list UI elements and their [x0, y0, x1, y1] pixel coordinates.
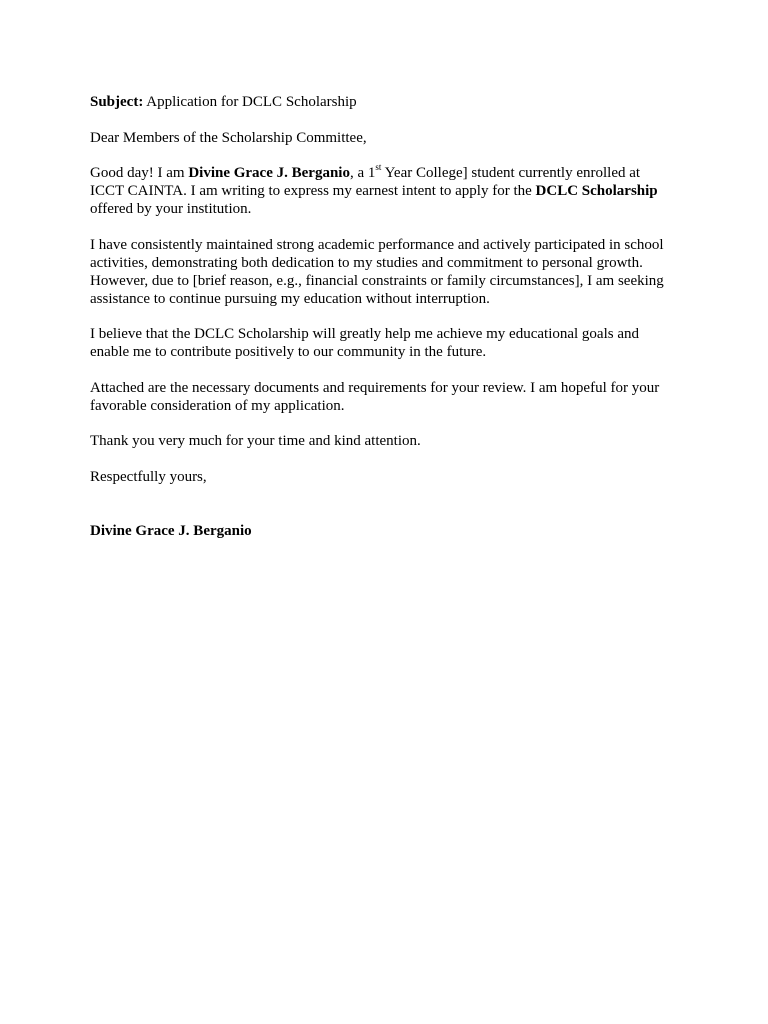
paragraph-goals: I believe that the DCLC Scholarship will greatly help me achieve my educational goals and enable me to contribute positively to our community in the future.: [90, 326, 640, 360]
subject-line: [90, 93, 675, 111]
intro-part-3: Year College] student currently enrolled at ICCT CAINTA. I am writing to express my earnest intent to apply for the: [90, 165, 641, 199]
salutation: Dear Members of the Scholarship Committee,: [90, 129, 367, 146]
intro-part-4: offered by your institution.: [90, 201, 252, 217]
applicant-name: Divine Grace J. Berganio: [188, 165, 350, 181]
scholarship-name: DCLC Scholarship: [535, 183, 658, 199]
subject-text: Application for DCLC Scholarship: [143, 94, 357, 110]
intro-part-2: , a 1: [349, 165, 376, 181]
intro-part-1: Good day! I am: [90, 165, 189, 181]
closing: Respectfully yours,: [90, 468, 207, 485]
paragraph-attachments: Attached are the necessary documents and requirements for your review. I am hopeful for your favorable consideration of my application.: [90, 379, 660, 414]
subject-label: Subject:: [90, 94, 144, 110]
letter-body: [90, 93, 675, 540]
signature-name-text: Divine Grace J. Berganio: [90, 522, 252, 539]
intro-paragraph: [90, 164, 675, 218]
paragraph-thanks: Thank you very much for your time and kind attention.: [90, 433, 421, 449]
signature-name: [90, 522, 675, 540]
paragraph-academic: I have consistently maintained strong academic performance and actively participated in school activities, demonstrating both dedication to my studies and commitment to personal growth. However, due to [brief reason, e.g., financial constraints or family circumstances], I am seeking assistance to continue pursuing my education without interruption.: [90, 236, 664, 307]
ordinal-suffix: st: [375, 162, 382, 172]
